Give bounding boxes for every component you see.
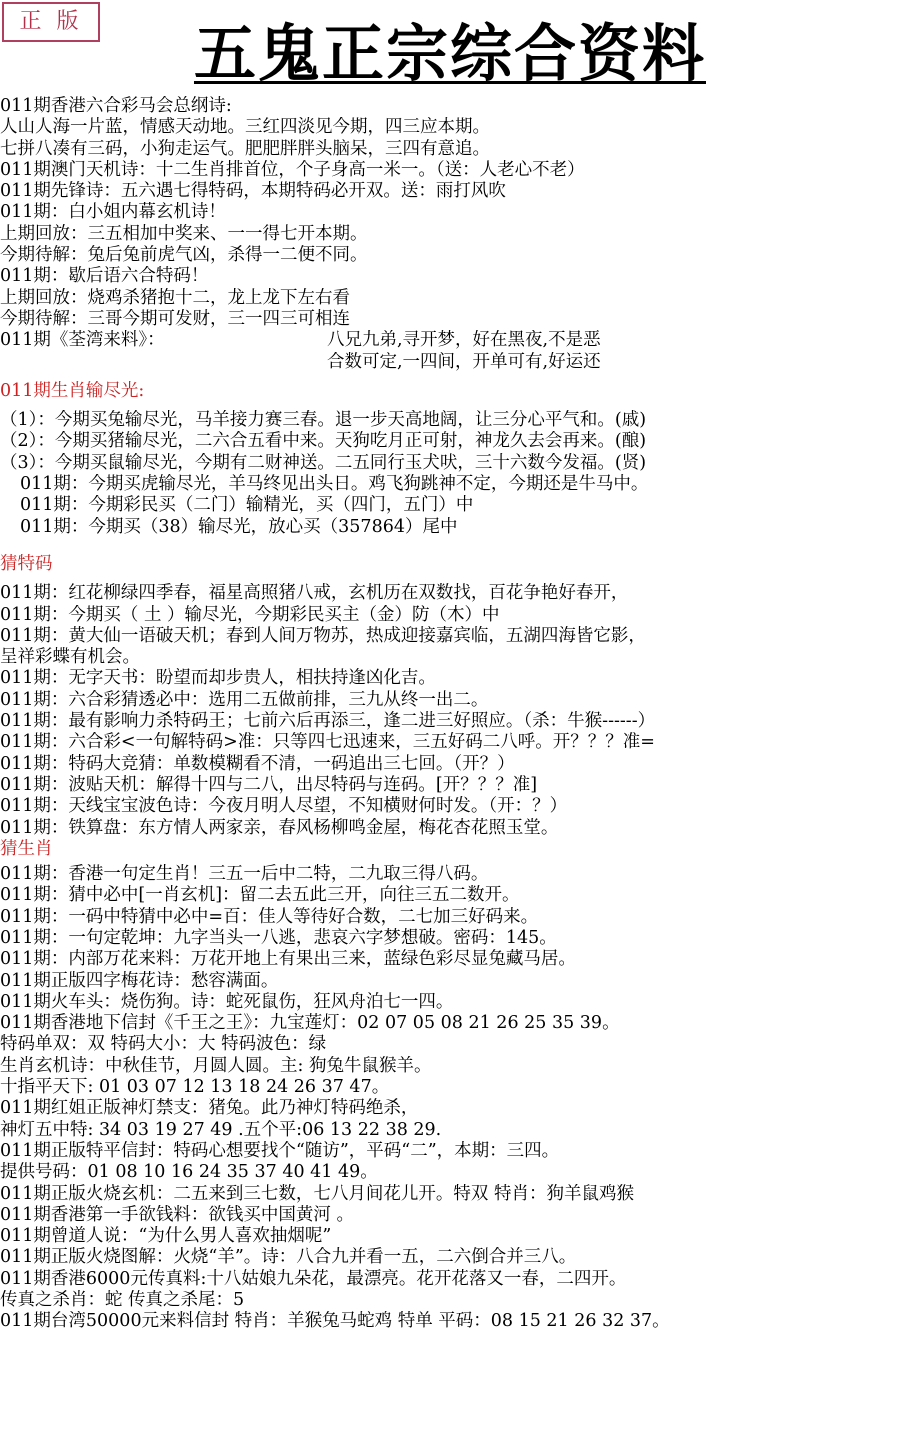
text-line: 011期：内部万花来料：万花开地上有果出三来，蓝绿色彩尽显兔藏马居。 bbox=[0, 949, 576, 970]
text-line: 特码单双：双 特码大小：大 特码波色：绿 bbox=[0, 1034, 327, 1055]
guess-zodiac-block bbox=[0, 864, 900, 1333]
text-line: （3）：今期买鼠输尽光，今期有二财神送。二五同行玉犬吠，三十六数今发福。(贤) bbox=[0, 452, 647, 473]
text-line: 011期正版特平信封：特码心想要找个“随访”，平码“二”，本期：三四。 bbox=[0, 1140, 560, 1161]
text-line: 上期回放：三五相加中奖来、一一得七开本期。 bbox=[0, 223, 368, 244]
spacer bbox=[0, 373, 900, 381]
page-title-text: 五鬼正宗综合资料 bbox=[193, 17, 706, 90]
section-heading-guess-zodiac: 猜生肖 bbox=[0, 838, 53, 859]
text-line: 七拼八凑有三码，小狗走运气。肥肥胖胖头脑呆，三四有意追。 bbox=[0, 138, 490, 159]
intro-block bbox=[0, 96, 900, 373]
spacer bbox=[0, 538, 900, 554]
text-line: 011期香港第一手欲钱料：欲钱买中国黄河 。 bbox=[0, 1204, 354, 1225]
text-line: 011期：红花柳绿四季春，福星高照猪八戒，玄机历在双数找，百花争艳好春开， bbox=[0, 583, 629, 604]
text-line: 011期：今期买（38）输尽光，放心买（357864）尾中 bbox=[20, 516, 458, 537]
text-line: 上期回放：烧鸡杀猪抱十二，龙上龙下左右看 bbox=[0, 287, 350, 308]
spacer bbox=[0, 575, 900, 583]
text-line: 生肖玄机诗：中秋佳节，月圆人圆。主: 狗兔牛鼠猴羊。 bbox=[0, 1055, 432, 1076]
text-line: 今期待解：兔后兔前虎气凶，杀得一二便不同。 bbox=[0, 245, 368, 266]
text-line: 十指平天下: 01 03 07 12 13 18 24 26 37 47。 bbox=[0, 1077, 390, 1098]
authentic-badge: 正 版 bbox=[2, 2, 100, 42]
text-line: 011期正版火烧玄机：二五来到三七数，七八月间花儿开。特双 特肖：狗羊鼠鸡猴 bbox=[0, 1183, 634, 1204]
text-line: 011期：香港一句定生肖！三五一后中二特，二九取三得八码。 bbox=[0, 864, 489, 885]
text-line: （1）：今期买兔输尽光，马羊接力赛三春。退一步天高地阔，让三分心平气和。(戚) bbox=[0, 410, 647, 431]
text-line: 011期香港6000元传真料:十八姑娘九朵花，最漂亮。花开花落又一春，二四开。 bbox=[0, 1268, 627, 1289]
text-line: 011期：歇后语六合特码！ bbox=[0, 266, 209, 287]
poem-lead-spacer bbox=[0, 352, 327, 373]
text-line: 011期：一句定乾坤：九字当头一八逃，悲哀六字梦想破。密码：145。 bbox=[0, 927, 557, 948]
text-line: 011期：最有影响力杀特码王；七前六后再添三，逢二进三好照应。（杀：牛猴------） bbox=[0, 711, 656, 732]
page-title bbox=[0, 14, 900, 94]
text-line: 011期：黄大仙一语破天机；春到人间万物苏，热成迎接嘉宾临，五湖四海皆它影， bbox=[0, 625, 646, 646]
text-line: 011期红姐正版神灯禁支：猪兔。此乃神灯特码绝杀， bbox=[0, 1098, 419, 1119]
section-heading-lose: 011期生肖输尽光: bbox=[0, 380, 145, 401]
text-line: 呈祥彩蝶有机会。 bbox=[0, 647, 140, 668]
text-line: 011期火车头：烧伤狗。诗：蛇死鼠伤，狂风舟泊七一四。 bbox=[0, 991, 454, 1012]
text-line: 011期正版四字梅花诗：愁容满面。 bbox=[0, 970, 279, 991]
text-line: 011期：无字天书：盼望而却步贵人，相扶持逢凶化吉。 bbox=[0, 668, 436, 689]
text-line: 传真之杀肖：蛇 传真之杀尾：5 bbox=[0, 1290, 245, 1311]
text-line: 011期：今期彩民买（二门）输精光，买（四门，五门）中 bbox=[20, 495, 474, 516]
text-line: 人山人海一片蓝，情感天动地。三红四淡见今期，四三应本期。 bbox=[0, 117, 490, 138]
text-line: （2）：今期买猪输尽光，二六合五看中来。天狗吃月正可射，神龙久去会再来。(酿) bbox=[0, 431, 647, 452]
text-line: 011期澳门天机诗：十二生肖排首位，个子身高一米一。（送：人老心不老） bbox=[0, 159, 585, 180]
poem-line bbox=[0, 330, 900, 351]
text-line: 011期曾道人说：“为什么男人喜欢抽烟呢” bbox=[0, 1226, 332, 1247]
spacer bbox=[0, 402, 900, 410]
poem-verse-2: 合数可定,一四间，开单可有,好运还 bbox=[327, 351, 601, 372]
text-line: 011期先锋诗：五六遇七得特码，本期特码必开双。送：雨打风吹 bbox=[0, 181, 506, 202]
text-line: 神灯五中特: 34 03 19 27 49 .五个平:06 13 22 38 29. bbox=[0, 1119, 442, 1140]
text-line: 011期：白小姐内幕玄机诗！ bbox=[0, 202, 226, 223]
lose-block bbox=[0, 410, 900, 538]
text-line: 011期：一码中特猜中必中=百：佳人等待好合数，二七加三好码来。 bbox=[0, 906, 539, 927]
text-line: 今期待解：三哥今期可发财，三一四三可相连 bbox=[0, 308, 350, 329]
section-heading-guess-code: 猜特码 bbox=[0, 553, 53, 574]
poem-line bbox=[0, 352, 900, 373]
poem-lead: 011期《荃湾来料》： bbox=[0, 330, 165, 351]
document-body bbox=[0, 96, 900, 1333]
text-line: 011期：天线宝宝波色诗：今夜月明人尽望，不知横财何时发。（开：？） bbox=[0, 796, 568, 817]
text-line: 011期：猜中必中[一肖玄机]：留二去五此三开，向往三五二数开。 bbox=[0, 885, 520, 906]
text-line: 011期正版火烧图解：火烧“羊”。诗：八合九并看一五，二六倒合并三八。 bbox=[0, 1247, 577, 1268]
guess-code-block bbox=[0, 583, 900, 839]
text-line: 011期香港六合彩马会总纲诗: bbox=[0, 96, 232, 116]
text-line: 011期：今期买虎输尽光，羊马终见出头日。鸡飞狗跳神不定，今期还是牛马中。 bbox=[20, 474, 649, 495]
text-line: 011期：波贴天机：解得十四与二八，出尽特码与连码。[开？？？准] bbox=[0, 774, 538, 795]
text-line: 011期：今期买（ 土 ）输尽光，今期彩民买主（金）防（木）中 bbox=[0, 604, 500, 625]
text-line: 011期：六合彩<一句解特码>准：只等四七迅速来，三五好码二八呼。开？？？准= bbox=[0, 732, 655, 753]
text-line: 011期台湾50000元来料信封 特肖：羊猴兔马蛇鸡 特单 平码：08 15 21 26 32 37。 bbox=[0, 1311, 670, 1332]
poem-verse-1: 八兄九弟,寻开梦，好在黑夜,不是恶 bbox=[327, 330, 601, 351]
text-line: 011期香港地下信封《千王之王》：九宝莲灯：02 07 05 08 21 26 25 35 39。 bbox=[0, 1013, 620, 1034]
text-line: 011期：铁算盘：东方情人两家亲，春风杨柳鸣金屋，梅花杏花照玉堂。 bbox=[0, 817, 559, 838]
text-line: 011期：特码大竞猜：单数模糊看不清，一码追出三七回。（开？） bbox=[0, 753, 515, 774]
text-line: 011期：六合彩猜透必中：选用二五做前排，三九从终一出二。 bbox=[0, 689, 489, 710]
text-line: 提供号码：01 08 10 16 24 35 37 40 41 49。 bbox=[0, 1162, 378, 1183]
